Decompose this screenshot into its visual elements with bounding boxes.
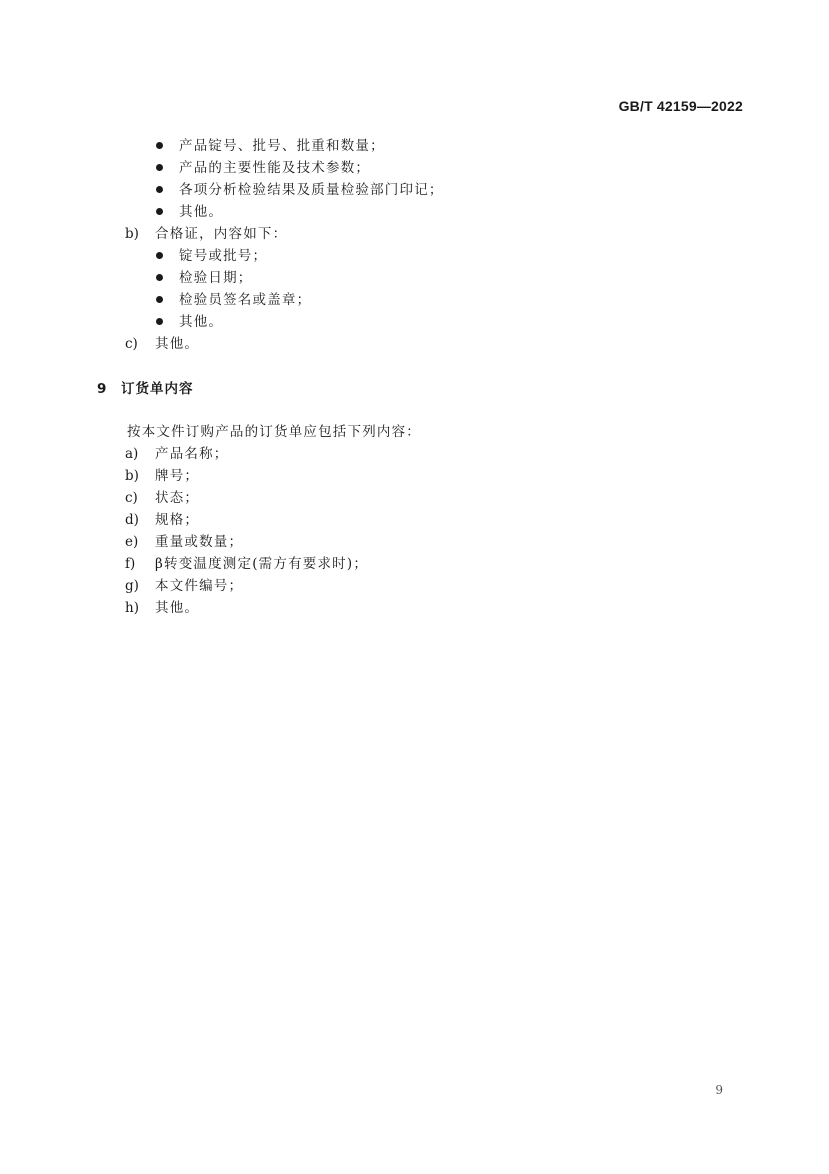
bullet-icon: [156, 186, 163, 193]
list-item-text: 产品的主要性能及技术参数；: [179, 160, 371, 176]
list-item: [156, 137, 385, 155]
list-marker: c): [125, 490, 138, 506]
list-item: [125, 445, 229, 463]
list-item-text: 其他。: [179, 204, 224, 220]
section-intro: 按本文件订购产品的订货单应包括下列内容：: [127, 424, 421, 440]
section-title: 订货单内容: [121, 381, 194, 397]
list-item: [156, 313, 223, 331]
list-item-text: 检验日期；: [179, 270, 253, 286]
list-item: [125, 489, 199, 507]
list-item: [156, 269, 253, 287]
list-marker: c): [125, 336, 138, 352]
list-marker: g): [125, 578, 139, 594]
list-marker: e): [125, 534, 139, 550]
list-item: [125, 577, 243, 595]
list-item-text: 其他。: [179, 314, 224, 330]
list-marker: h): [125, 600, 139, 616]
list-marker: d): [125, 512, 139, 528]
list-marker: b): [125, 226, 139, 242]
list-item: [125, 511, 199, 529]
list-item-c: [125, 335, 199, 353]
list-item-text: 锭号或批号；: [179, 248, 268, 264]
list-item: [156, 181, 444, 199]
list-item-text: 产品锭号、批号、批重和数量；: [179, 138, 385, 154]
section-number: 9: [97, 381, 108, 397]
bullet-icon: [156, 252, 163, 259]
list-marker: f): [125, 556, 136, 572]
standard-number: GB/T 42159—2022: [618, 98, 743, 114]
list-item-text: β转变温度测定(需方有要求时)；: [155, 556, 369, 572]
section-heading: [97, 377, 194, 397]
bullet-icon: [156, 318, 163, 325]
list-item: [156, 159, 370, 177]
list-item: [125, 533, 243, 551]
bullet-icon: [156, 164, 163, 171]
bullet-icon: [156, 208, 163, 215]
list-item-text: 各项分析检验结果及质量检验部门印记；: [179, 182, 444, 198]
list-marker: b): [125, 468, 139, 484]
list-item-text: 重量或数量；: [155, 534, 244, 550]
list-item-text: 其他。: [155, 600, 200, 616]
list-item-text: 规格；: [155, 512, 200, 528]
bullet-icon: [156, 296, 163, 303]
list-item-text: 牌号；: [155, 468, 200, 484]
list-item-text: 状态；: [155, 490, 200, 506]
list-item-text: 检验员签名或盖章；: [179, 292, 312, 308]
list-item: [125, 555, 368, 573]
list-item: [125, 599, 199, 617]
list-item-text: 其他。: [155, 336, 200, 352]
list-item: [156, 203, 223, 221]
list-item: [156, 291, 311, 309]
list-marker: a): [125, 446, 139, 462]
bullet-icon: [156, 274, 163, 281]
list-item-b: [125, 225, 287, 243]
page-number: 9: [715, 1083, 723, 1097]
list-item-text: 产品名称；: [155, 446, 229, 462]
list-item: [156, 247, 267, 265]
list-item-text: 本文件编号；: [155, 578, 244, 594]
list-item-text: 合格证，内容如下：: [155, 226, 288, 242]
list-item: [125, 467, 199, 485]
bullet-icon: [156, 142, 163, 149]
